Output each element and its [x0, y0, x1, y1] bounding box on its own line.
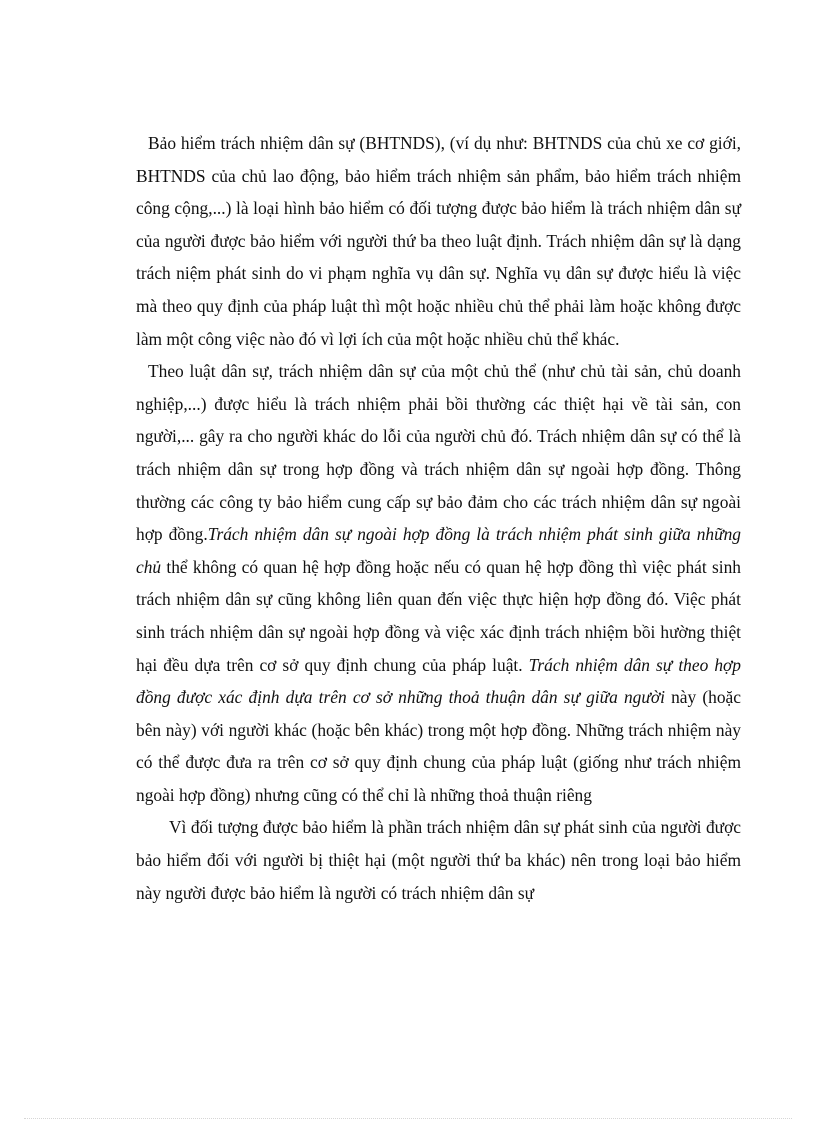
paragraph-2 [136, 355, 741, 811]
paragraph-2-italic-run-1: Trách nhiệm dân sự ngoài hợp đồng là trách nhiệm phát sinh giữa những chủ [136, 524, 741, 577]
paragraph-1 [136, 127, 741, 355]
paragraph-2-italic-run-2: Trách nhiệm dân sự theo hợp đồng được xác định dựa trên cơ sở những thoả thuận dân sự giữa người [136, 654, 741, 708]
paragraph-2-run-3: thể không có quan hệ hợp đồng hoặc nếu có quan hệ hợp đồng thì việc phát sinh trách nhiệm dân sự cũng không liên quan đến việc thực hiện hợp đồng đó. Việc phát sinh trách nhiệm dân sự ngoài hợp đồng và việc xác định trách nhiệm bồi hường thiệt hại đều dựa trên cơ sở quy định chung của pháp luật. [136, 556, 741, 675]
body-text [136, 127, 741, 909]
paragraph-3 [136, 811, 741, 909]
page-bottom-divider [24, 1118, 792, 1119]
paragraph-1-run-1: Bảo hiểm trách nhiệm dân sự (BHTNDS), (ví dụ như: BHTNDS của chủ xe cơ giới, BHTNDS của chủ lao động, bảo hiểm trách nhiệm sản phẩm, bảo hiểm trách nhiệm công cộng,...) là loại hình bảo hiểm có đối tượng được bảo hiểm là trách nhiệm dân sự của người được bảo hiểm với người thứ ba theo luật định. Trách nhiệm dân sự là dạng trách niệm phát sinh do vi phạm nghĩa vụ dân sự. Nghĩa vụ dân sự được hiểu là việc mà theo quy định của pháp luật thì một hoặc nhiều chủ thể phải làm hoặc không được làm một công việc nào đó vì lợi ích của một hoặc nhiều chủ thể khác. [136, 133, 741, 349]
paragraph-2-run-1: Theo luật dân sự, trách nhiệm dân sự của một chủ thể (như chủ tài sản, chủ doanh nghiệp,...) được hiểu là trách nhiệm phải bồi thường các thiệt hại về tài sản, con người,... gây ra cho người khác do lỗi của người chủ đó. Trách nhiệm dân sự có thể là trách nhiệm dân sự trong hợp đồng và trách nhiệm dân sự ngoài hợp đồng. Thông thường các công ty bảo hiểm cung cấp sự bảo đảm cho các trách nhiệm dân sự ngoài hợp đồng. [136, 361, 741, 545]
paragraph-3-run-1: Vì đối tượng được bảo hiểm là phần trách nhiệm dân sự phát sinh của người được bảo hiểm đối với người bị thiệt hại (một người thứ ba khác) nên trong loại bảo hiểm này người được bảo hiểm là người có trách nhiệm dân sự [136, 817, 741, 903]
paragraph-2-run-5: này (hoặc bên này) với người khác (hoặc bên khác) trong một hợp đồng. Những trách nhiệm này có thể được đưa ra trên cơ sở quy định chung của pháp luật (giống như trách nhiệm ngoài hợp đồng) nhưng cũng có thể chỉ là những thoả thuận riêng [136, 687, 741, 805]
